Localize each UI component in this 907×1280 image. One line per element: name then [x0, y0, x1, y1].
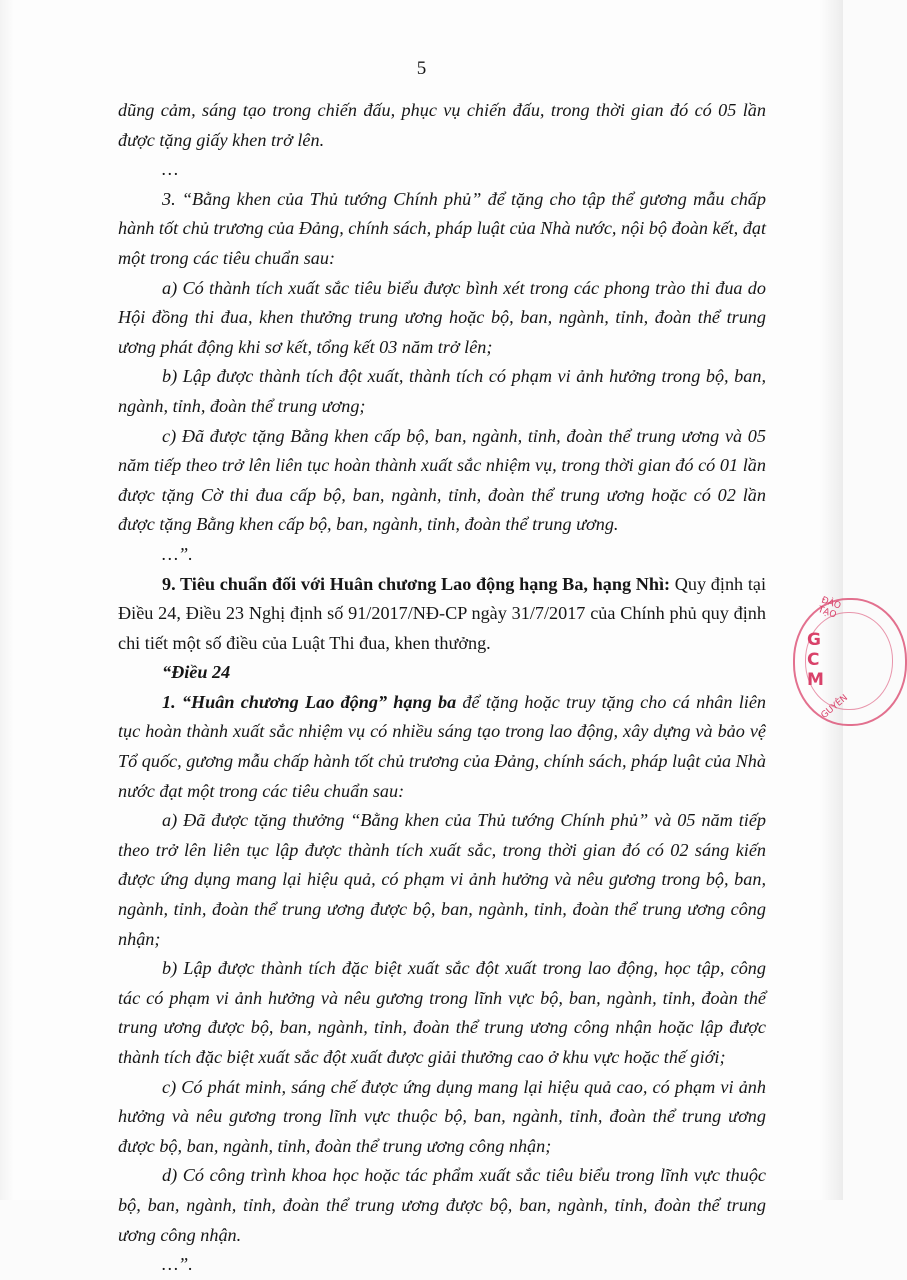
ellipsis-3: …”. — [162, 1254, 193, 1275]
stamp-bottom-text: GUYÊN — [819, 693, 851, 721]
stamp-top-text: ĐÀO TẠO — [816, 595, 843, 621]
paragraph-24-1d: d) Có công trình khoa học hoặc tác phẩm xuất sắc tiêu biểu trong lĩnh vực thuộc bộ, ban, ngành, tỉnh, đoàn thể trung ương được bộ, ban, ngành, tỉnh, đoàn thể trung ương công nhận. — [118, 1165, 766, 1245]
paragraph-9-standard — [118, 570, 766, 659]
paragraph-9-heading: 9. Tiêu chuẩn đối với Huân chương Lao động hạng Ba, hạng Nhì: — [162, 573, 671, 594]
paragraph-3c: c) Đã được tặng Bằng khen cấp bộ, ban, ngành, tỉnh, đoàn thể trung ương và 05 năm tiếp theo trở lên liên tục hoàn thành xuất sắc nhiệm vụ, trong thời gian đó có 01 lần được tặng Cờ thi đua cấp bộ, ban, ngành, tỉnh, đoàn thể trung ương hoặc có 02 lần được tặng Bằng khen cấp bộ, ban, ngành, tỉnh, đoàn thể trung ương. — [118, 425, 766, 535]
paragraph-24-1 — [118, 688, 766, 806]
ellipsis-1: … — [162, 159, 179, 180]
paragraph-3-thu-tuong: 3. “Bằng khen của Thủ tướng Chính phủ” để tặng cho tập thể gương mẫu chấp hành tốt chủ trương của Đảng, chính sách, pháp luật của Nhà nước, nội bộ đoàn kết, đạt một trong các tiêu chuẩn sau: — [118, 188, 766, 268]
article-24-heading: “Điều 24 — [162, 662, 231, 683]
paragraph-24-1c: c) Có phát minh, sáng chế được ứng dụng mang lại hiệu quả cao, có phạm vi ảnh hưởng và nêu gương trong lĩnh vực thuộc bộ, ban, ngành, tỉnh, đoàn thể trung ương được bộ, ban, ngành, tỉnh, đoàn thể trung ương công nhận; — [118, 1076, 766, 1156]
ellipsis-2: …”. — [162, 543, 193, 564]
paragraph-24-1-text: để tặng hoặc truy tặng cho cá nhân liên tục hoàn thành xuất sắc nhiệm vụ có nhiều sáng tạo trong lao động, xây dựng và bảo vệ Tổ quốc, gương mẫu chấp hành tốt chủ trương của Đảng, chính sách, pháp luật của Nhà nước đạt một trong các tiêu chuẩn sau: — [118, 691, 766, 801]
red-seal-stamp — [793, 595, 851, 730]
paragraph-24-1a: a) Đã được tặng thưởng “Bằng khen của Thủ tướng Chính phủ” và 05 năm tiếp theo trở lên liên tục lập được thành tích xuất sắc, trong thời gian đó có 02 sáng kiến được ứng dụng mang lại hiệu quả, có phạm vi ảnh hưởng và nêu gương trong bộ, ban, ngành, tỉnh, đoàn thể trung ương được bộ, ban, ngành, tỉnh, đoàn thể trung ương công nhận; — [118, 810, 766, 949]
paragraph-9-text: Quy định tại Điều 24, Điều 23 Nghị định số 91/2017/NĐ-CP ngày 31/7/2017 của Chính phủ quy định chi tiết một số điều của Luật Thi đua, khen thưởng. — [118, 573, 766, 653]
document-body — [118, 96, 766, 1280]
paragraph-24-1-heading: 1. “Huân chương Lao động” hạng ba — [162, 691, 457, 712]
paragraph-3b: b) Lập được thành tích đột xuất, thành tích có phạm vi ảnh hưởng trong bộ, ban, ngành, tỉnh, đoàn thể trung ương; — [118, 366, 766, 416]
page-number: 5 — [416, 58, 427, 79]
paragraph-3a: a) Có thành tích xuất sắc tiêu biểu được bình xét trong các phong trào thi đua do Hội đồng thi đua, khen thưởng trung ương hoặc bộ, ban, ngành, tỉnh, đoàn thể trung ương phát động khi sơ kết, tổng kết 03 năm trở lên; — [118, 277, 766, 357]
paragraph-24-1b: b) Lập được thành tích đặc biệt xuất sắc đột xuất trong lao động, học tập, công tác có phạm vi ảnh hưởng và nêu gương trong lĩnh vực bộ, ban, ngành, tỉnh, đoàn thể trung ương được bộ, ban, ngành, tỉnh, đoàn thể trung ương công nhận hoặc lập được thành tích đặc biệt xuất sắc đột xuất được giải thưởng cao ở khu vực hoặc thế giới; — [118, 958, 766, 1067]
paragraph-1: dũng cảm, sáng tạo trong chiến đấu, phục vụ chiến đấu, trong thời gian đó có 05 lần được tặng giấy khen trở lên. — [118, 100, 766, 150]
stamp-letters: G C M — [807, 630, 825, 690]
